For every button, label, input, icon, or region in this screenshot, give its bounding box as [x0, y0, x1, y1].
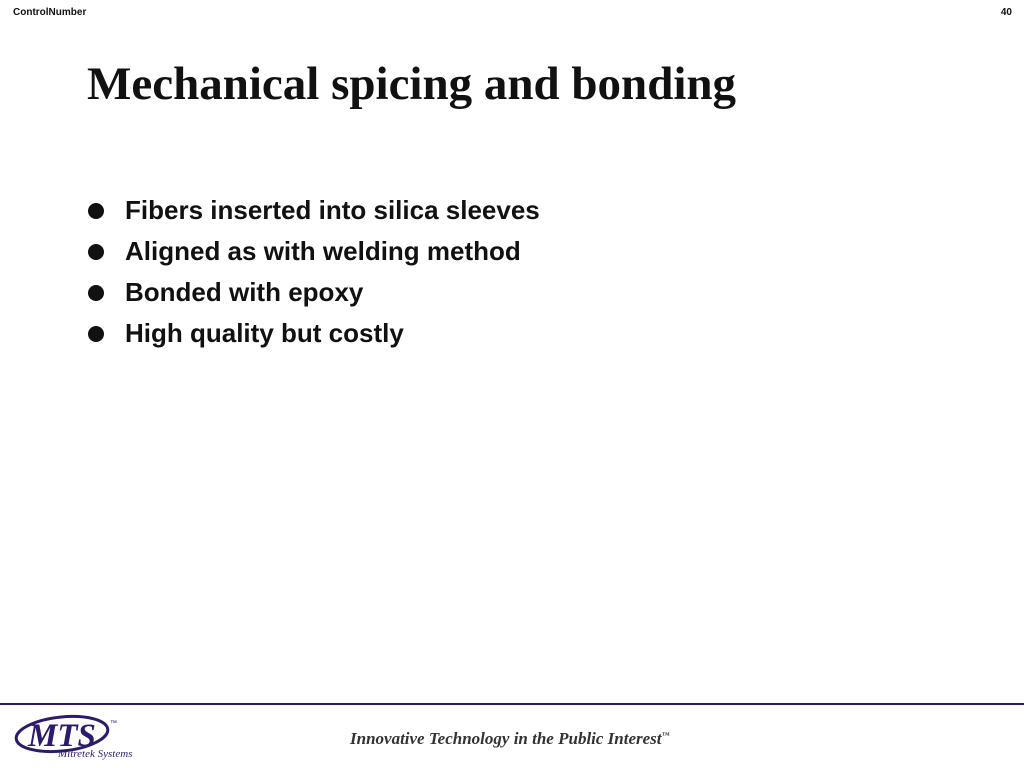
bullet-dot-icon: [88, 326, 104, 342]
tagline-text: Innovative Technology in the Public Interest: [350, 729, 662, 748]
bullet-item: [88, 231, 540, 272]
bullet-item: [88, 190, 540, 231]
logo-subtitle: Mitretek Systems: [58, 748, 133, 760]
bullet-dot-icon: [88, 203, 104, 219]
bullet-text: Bonded with epoxy: [125, 277, 364, 307]
logo-tm: ™: [110, 720, 117, 727]
control-number: ControlNumber: [13, 7, 87, 18]
slide-title: Mechanical spicing and bonding: [87, 58, 737, 110]
tagline-tm: ™: [661, 730, 670, 740]
bullet-dot-icon: [88, 285, 104, 301]
bullet-dot-icon: [88, 244, 104, 260]
logo-text: MTS: [28, 718, 96, 754]
mts-logo: [14, 709, 164, 764]
footer-divider: [0, 703, 1024, 705]
bullet-text: High quality but costly: [125, 318, 404, 348]
bullet-text: Aligned as with welding method: [125, 236, 521, 266]
footer-tagline: [350, 729, 670, 749]
bullet-text: Fibers inserted into silica sleeves: [125, 195, 540, 225]
page-number: 40: [1000, 7, 1012, 18]
bullet-item: [88, 272, 540, 313]
bullet-list: [88, 190, 540, 354]
bullet-item: [88, 313, 540, 354]
